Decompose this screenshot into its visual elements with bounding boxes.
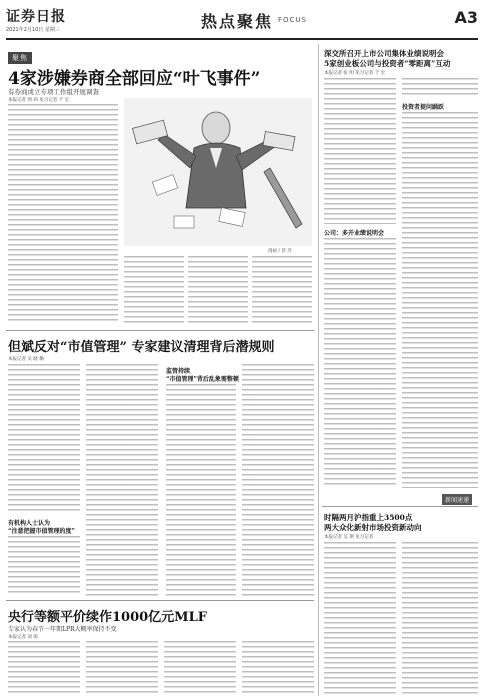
bottom-story-col1 [8, 641, 80, 695]
right-story-1-headline-1: 深交所召开上市公司集体业绩说明会 [324, 49, 444, 58]
middle-story-col1 [8, 364, 80, 514]
top-story-body-col1 [8, 104, 118, 324]
right-story-3-col2 [402, 542, 478, 695]
right-story-3-headline-2: 两大众化新射市场投资新动向 [324, 523, 422, 532]
right-story-2-subhead: 投资者提问踊跃 [402, 104, 445, 111]
top-story-body-col4 [252, 256, 312, 326]
cartoon-drawing [124, 98, 312, 246]
bottom-story-subhead: 专家认为春节一年期LPR大概率保持不变 [8, 626, 117, 633]
middle-story-subhead-3: 有机构人士认为 [8, 520, 51, 527]
bottom-story-byline: 本报记者 刘 萌 [8, 635, 38, 640]
cartoon-credit: 漫画 / 曾 苏 [268, 249, 292, 254]
middle-story-col3 [166, 384, 236, 596]
middle-story-subhead-1: 监管持续 [166, 368, 191, 375]
middle-story-byline: 本报记者 吴 晓 璐 [8, 357, 44, 362]
right-story-1-headline-2: 5家创业板公司与投资者“零距离”互动 [324, 59, 451, 68]
news-tag: 新闻速递 [442, 494, 472, 505]
masthead [6, 4, 478, 40]
section-title-en: FOCUS [278, 16, 307, 24]
cartoon-illustration [124, 98, 312, 246]
right-story-1-col1 [324, 78, 396, 224]
section-tag: 聚焦 [8, 52, 32, 64]
divider [6, 600, 314, 601]
right-story-1-subhead: 公司：多开业绩说明会 [324, 230, 385, 237]
middle-story-headline: 但斌反对“市值管理” 专家建议清理背后潜规则 [8, 340, 275, 355]
middle-story-subhead-2: “市值管理”背后乱象需整顿 [166, 376, 239, 383]
bottom-story-col2 [86, 641, 158, 695]
column-divider [318, 44, 319, 696]
page-number: A3 [454, 8, 478, 27]
right-story-3-headline-1: 时隔两月沪指重上3500点 [324, 513, 413, 522]
top-story-headline: 4家涉嫌券商全部回应“叶飞事件” [8, 69, 261, 89]
top-story-subhead: 有券商或立专项工作组开展调查 [8, 88, 99, 96]
top-story-body-col3 [188, 256, 248, 326]
right-story-3-col1 [324, 542, 396, 695]
divider [6, 330, 314, 331]
bottom-story-col4 [242, 641, 314, 695]
bottom-story-headline: 央行等额平价续作1000亿元MLF [8, 610, 207, 625]
right-story-1-col1b [324, 238, 396, 488]
middle-story-col2 [86, 364, 158, 596]
section-title: 热点聚焦 [201, 12, 274, 31]
divider [322, 506, 478, 507]
middle-story-col4 [242, 364, 314, 596]
right-story-2-col [402, 112, 478, 488]
right-story-2-col-top [402, 78, 478, 98]
top-story-byline: 本报记者 周 尚 见习记者 于 宏 [8, 98, 70, 103]
right-story-3-byline: 本报记者 吴 斯 见习记者 [324, 535, 374, 540]
right-story-1-byline: 本报记者 张 明 见习记者 于 宏 [324, 71, 386, 76]
top-story-body-col2 [124, 256, 184, 326]
middle-story-subhead-4: “注意把握市值管理的度” [8, 528, 75, 535]
newspaper-logo: 证券日报 [6, 9, 66, 25]
bottom-story-col3 [164, 641, 236, 695]
middle-story-col1b [8, 536, 80, 596]
issue-date: 2021年2月10日 星期三 [6, 27, 60, 33]
